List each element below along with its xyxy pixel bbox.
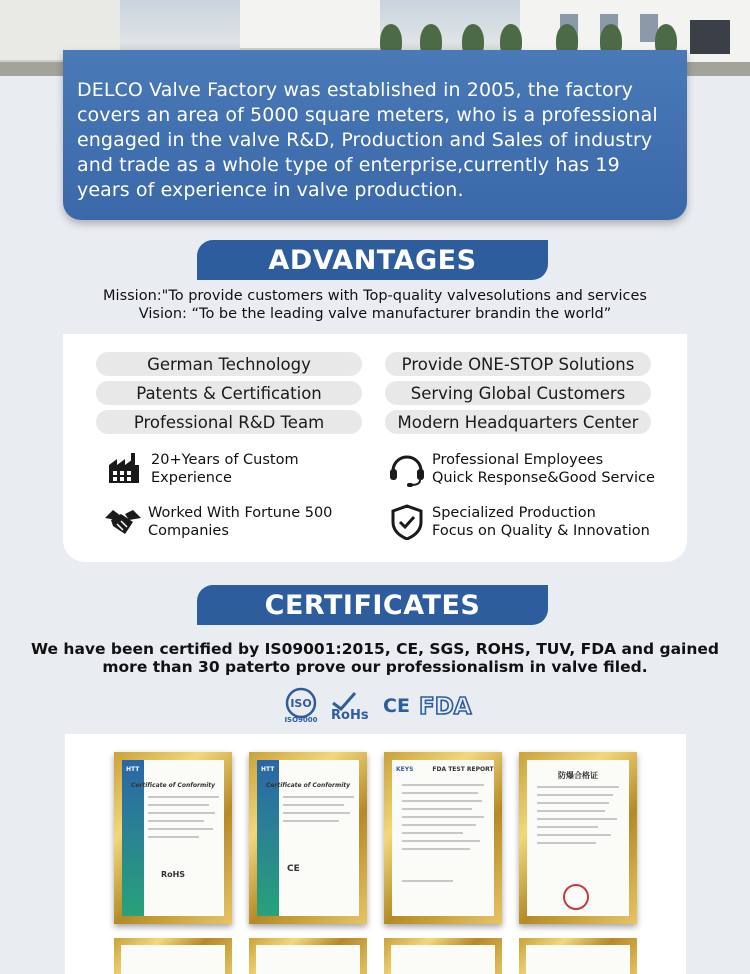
pill-global-customers: Serving Global Customers — [385, 381, 651, 405]
cert3-header: KEYS — [396, 766, 414, 773]
shield-check-icon — [387, 504, 427, 540]
cert2-header: HTT — [261, 766, 275, 773]
rohs-logo — [329, 689, 375, 721]
iso-logo — [283, 687, 319, 723]
certificate-frame-explosion-proof — [519, 752, 637, 924]
headset-icon — [387, 451, 427, 487]
pill-patents: Patents & Certification — [96, 381, 362, 405]
cert1-header: HTT — [126, 766, 140, 773]
ce-logo-text: CE — [383, 695, 410, 717]
cert1-title: Certificate of Conformity — [130, 782, 216, 789]
certificate-frame-rohs — [114, 752, 232, 924]
certificates-description — [0, 640, 750, 676]
pill-headquarters: Modern Headquarters Center — [385, 410, 651, 434]
certificate-frame-ce — [249, 752, 367, 924]
feature-experience — [105, 451, 299, 487]
feature-specialized-line1: Specialized Production — [432, 505, 596, 521]
advantages-title: ADVANTAGES — [268, 244, 477, 276]
certificate-frame-row2-3 — [384, 938, 502, 974]
feature-fortune-line2: Companies — [148, 523, 229, 539]
advantages-card — [63, 334, 687, 562]
certificate-frame-row2-2 — [249, 938, 367, 974]
certificate-gallery — [65, 734, 686, 974]
pill-rd-team: Professional R&D Team — [96, 410, 362, 434]
feature-experience-line1: 20+Years of Custom — [151, 452, 299, 468]
cert4-title: 防爆合格证 — [558, 771, 598, 780]
ce-logo — [383, 693, 413, 717]
certificates-title: CERTIFICATES — [264, 589, 481, 621]
certificate-frame-row2-4 — [519, 938, 637, 974]
certification-logos — [283, 686, 477, 724]
feature-employees-line2: Quick Response&Good Service — [432, 470, 655, 486]
certificates-header — [197, 585, 548, 625]
factory-icon — [105, 451, 145, 487]
fda-logo-text: FDA — [419, 694, 472, 718]
cert1-mark: RoHS — [160, 870, 186, 879]
feature-experience-line2: Experience — [151, 470, 232, 486]
pill-one-stop: Provide ONE-STOP Solutions — [385, 352, 651, 376]
mission-text: Mission:"To provide customers with Top-quality valvesolutions and services — [103, 288, 647, 304]
feature-fortune-500 — [103, 504, 332, 540]
cert2-title: Certificate of Conformity — [265, 782, 351, 789]
certificates-line2: more than 30 paterto prove our professionalism in valve filed. — [102, 658, 648, 676]
certificate-frame-fda — [384, 752, 502, 924]
feature-employees-line1: Professional Employees — [432, 452, 604, 468]
feature-specialized-line2: Focus on Quality & Innovation — [432, 523, 650, 539]
feature-fortune-line1: Worked With Fortune 500 — [148, 505, 333, 521]
cert3-title: FDA TEST REPORT — [432, 766, 494, 773]
certificates-line1: We have been certified by IS09001:2015, CE, SGS, ROHS, TUV, FDA and gained — [30, 640, 720, 658]
feature-employees — [387, 451, 655, 487]
certificate-frame-row2-1 — [114, 938, 232, 974]
advantages-header — [197, 240, 548, 280]
feature-specialized — [387, 504, 650, 540]
fda-logo — [419, 692, 477, 718]
intro-box — [63, 50, 687, 220]
pill-german-technology: German Technology — [96, 352, 362, 376]
rohs-logo-text: RoHs — [331, 708, 369, 721]
handshake-icon — [103, 504, 143, 540]
vision-text: Vision: “To be the leading valve manufacturer brandin the world” — [138, 306, 612, 322]
cert2-mark: CE — [287, 864, 300, 874]
iso-logo-text: ISO — [290, 697, 312, 710]
intro-text: DELCO Valve Factory was established in 2005, the factory covers an area of 5000 square meters, who is a professional engaged in the valve R&D, Production and Sales of industry and trade as a whole type of enterprise,currently has 19 years of experience in valve production. — [77, 79, 658, 201]
iso-logo-sub: ISO9000 — [284, 716, 318, 723]
